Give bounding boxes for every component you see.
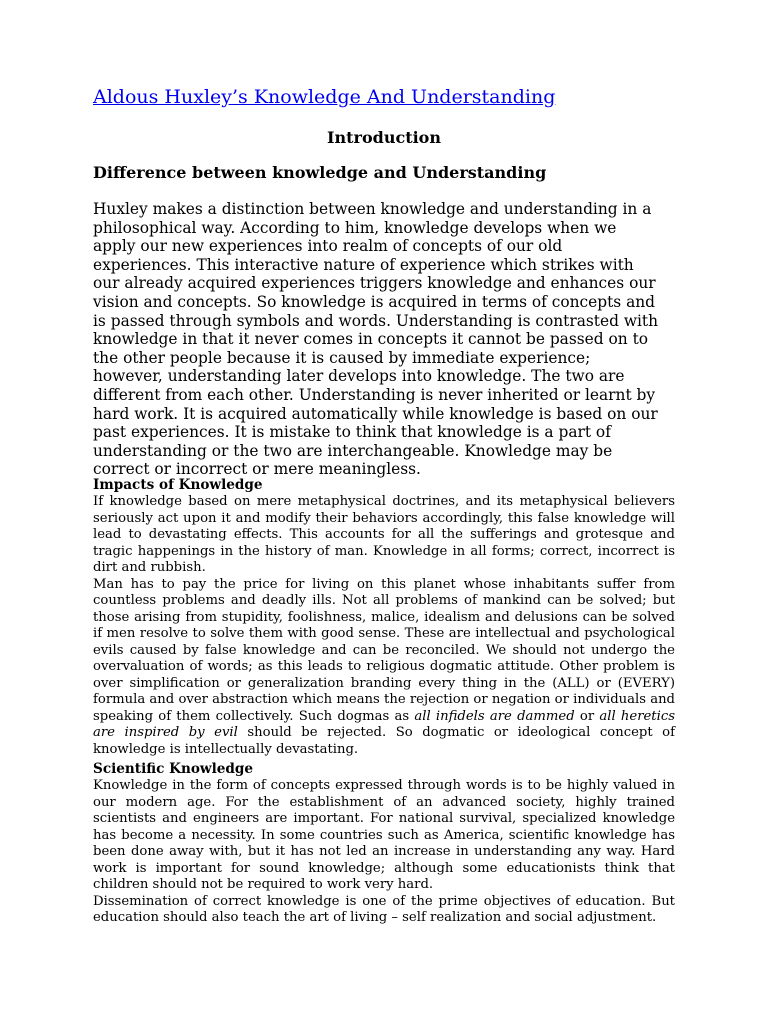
impacts-section	[93, 477, 675, 758]
scientific-paragraph-2: Dissemination of correct knowledge is one of the prime objectives of education. But education should also teach the art of living – self realization and social adjustment.	[93, 893, 675, 925]
impacts-paragraph-2-text-c: should be rejected. So dogmatic or ideological concept of knowledge is intellectually devastating.	[93, 725, 675, 757]
difference-heading: Difference between knowledge and Understanding	[93, 163, 547, 182]
impacts-paragraph-2-text-b: or	[574, 708, 600, 724]
impacts-paragraph-2	[93, 577, 675, 759]
impacts-italic-quote-2: all heretics are inspired by evil	[93, 708, 675, 740]
introduction-heading: Introduction	[327, 128, 441, 147]
impacts-paragraph-2-text-a: Man has to pay the price for living on this planet whose inhabitants suffer from countless problems and deadly ills. Not all problems of mankind can be solved; but those arising from stupidity, foolishness, malice, idealism and delusions can be solved if men resolve to solve them with good sense. These are intellectual and psychological evils caused by false knowledge and can be reconciled. We should not undergo the overvaluation of words; as this leads to religious dogmatic attitude. Other problem is over simplification or generalization branding every thing in the (ALL) or (EVERY) formula and over abstraction which means the rejection or negation or individuals and speaking of them collectively. Such dogmas as	[93, 576, 675, 724]
impacts-italic-quote-1: all infidels are dammed	[414, 708, 575, 724]
scientific-heading: Scientific Knowledge	[93, 761, 254, 777]
impacts-paragraph-1: If knowledge based on mere metaphysical doctrines, and its metaphysical believers seriously act upon it and modify their behaviors accordingly, this false knowledge will lead to devastating effects. This accounts for all the sufferings and grotesque and tragic happenings in the history of man. Knowledge in all forms; correct, incorrect is dirt and rubbish.	[93, 494, 675, 575]
difference-paragraph: Huxley makes a distinction between knowledge and understanding in a philosophical way. According to him, knowledge develops when we apply our new experiences into realm of concepts of our old experiences. This interactive nature of experience which strikes with our already acquired experiences triggers knowledge and enhances our vision and concepts. So knowledge is acquired in terms of concepts and is passed through symbols and words. Understanding is contrasted with knowledge in that it never comes in concepts it cannot be passed on to the other people because it is caused by immediate experience; however, understanding later develops into knowledge. The two are different from each other. Understanding is never inherited or learnt by hard work. It is acquired automatically while knowledge is based on our past experiences. It is mistake to think that knowledge is a part of understanding or the two are interchangeable. Knowledge may be correct or incorrect or mere meaningless.	[93, 200, 659, 479]
scientific-section	[93, 761, 675, 927]
scientific-paragraph-1: Knowledge in the form of concepts expressed through words is to be highly valued in our modern age. For the establishment of an advanced society, highly trained scientists and engineers are important. For national survival, specialized knowledge has become a necessity. In some countries such as America, scientific knowledge has been done away with, but it has not led an increase in understanding any way. Hard work is important for sound knowledge; although some educationists think that children should not be required to work very hard.	[93, 778, 675, 892]
impacts-heading: Impacts of Knowledge	[93, 477, 263, 493]
document-title-link[interactable]: Aldous Huxley’s Knowledge And Understanding	[93, 86, 556, 108]
